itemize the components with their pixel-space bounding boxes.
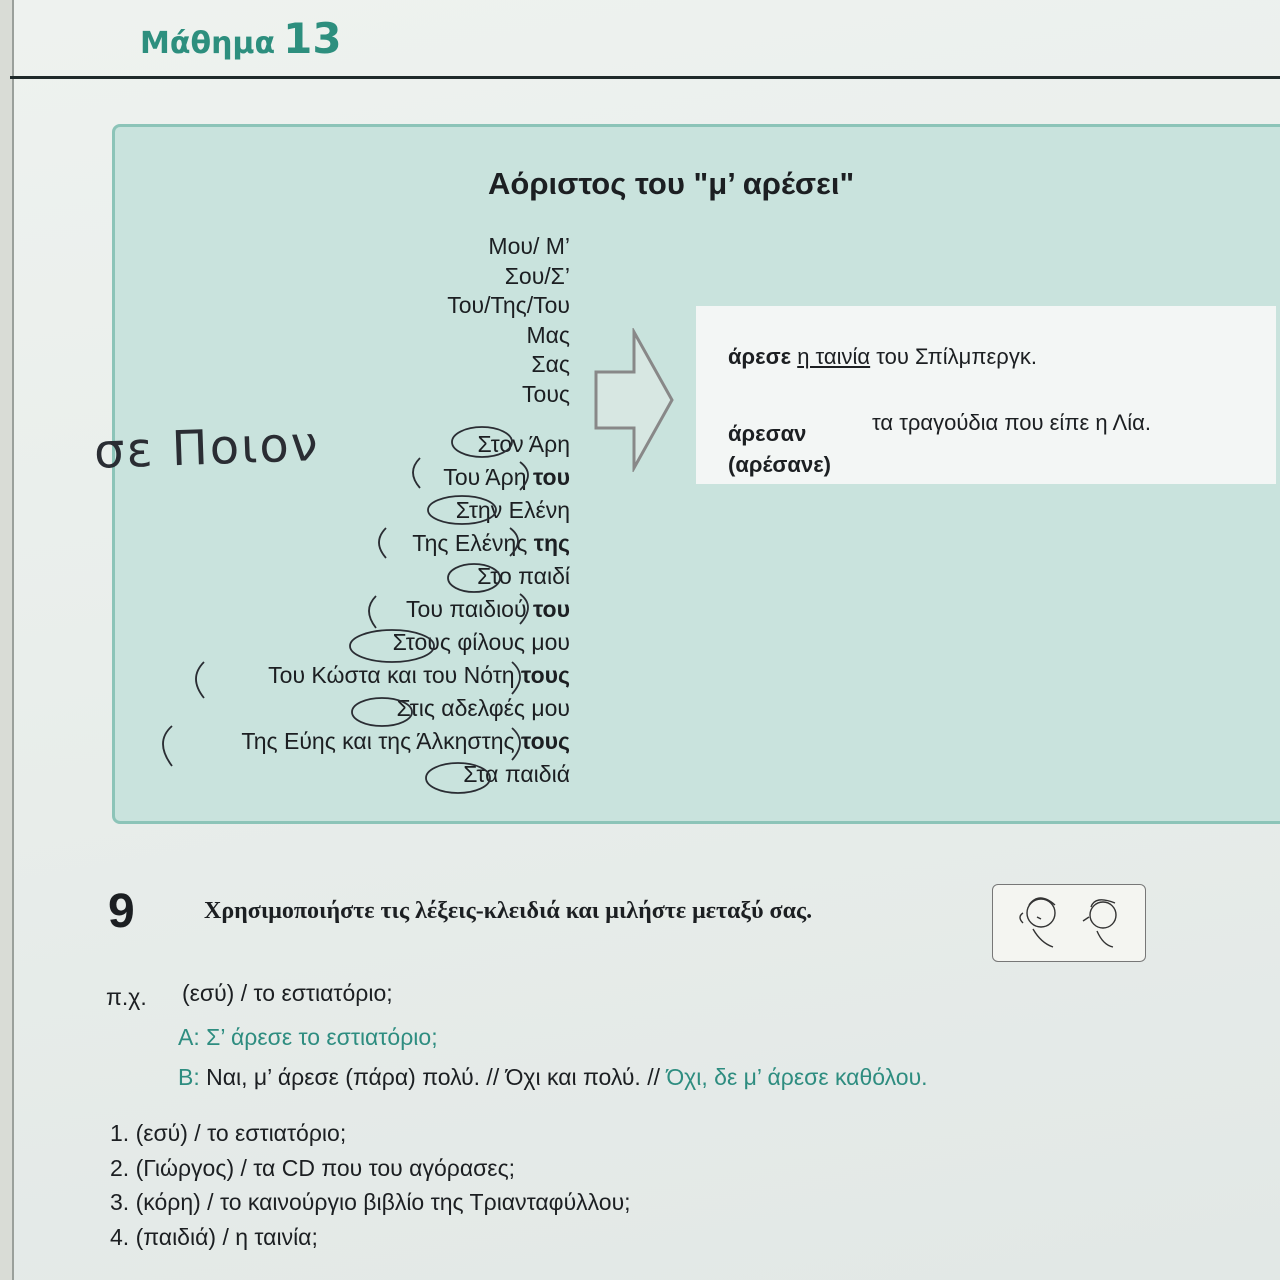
lesson-number: 13 [283, 14, 342, 63]
phrase-item: Της Ελένης της [412, 530, 570, 556]
answer-a: A: Σ’ άρεσε το εστιατόριο; [178, 1024, 438, 1050]
phrase-item: Στο παιδί [477, 563, 570, 589]
phrase-item: Του Άρη του [443, 464, 570, 490]
grammar-box-title: Αόριστος του "μ’ αρέσει" [488, 166, 855, 201]
pronoun-item: Του/Της/Του [447, 292, 570, 318]
pronoun-item: Μας [526, 321, 570, 348]
pronoun-item: Σας [531, 351, 570, 377]
phrase-item: Του Κώστα και του Νότη τους [268, 662, 570, 688]
example-label: π.χ. [106, 984, 147, 1010]
phrase-item: Στην Ελένη [455, 497, 570, 523]
speaking-people-illustration [992, 884, 1146, 962]
phrase-item: Στα παιδιά [463, 761, 570, 787]
handwritten-note: σε Ποιον [93, 416, 321, 480]
example-verbs-2: άρεσαν (αρέσανε) [728, 421, 831, 477]
example-sentence-2: τα τραγούδια που είπε η Λία. [872, 410, 1151, 435]
exercise-items [110, 1120, 631, 1258]
list-item: 4. (παιδιά) / η ταινία; [110, 1223, 318, 1250]
arrow-right-icon [592, 328, 676, 472]
pronoun-item: Μου/ Μ’ [488, 233, 570, 259]
pronoun-item: Σου/Σ’ [504, 262, 570, 289]
example-prompt: (εσύ) / το εστιατόριο; [182, 980, 393, 1006]
phrase-item: Στις αδελφές μου [396, 695, 570, 721]
exercise-instruction: Χρησιμοποιήστε τις λέξεις-κλειδιά και μιλήστε μεταξύ σας. [204, 898, 813, 924]
example-sentence-1: άρεσε η ταινία του Σπίλμπεργκ. [728, 344, 1037, 369]
phrase-item: Στον Άρη [477, 431, 570, 457]
lesson-word: Μάθημα [140, 26, 276, 61]
phrase-item: Στους φίλους μου [392, 629, 570, 655]
answer-b: B: Ναι, μ’ άρεσε (πάρα) πολύ. // Όχι και πολύ. // Όχι, δε μ’ άρεσε καθόλου. [178, 1064, 928, 1090]
pronoun-item: Τους [522, 380, 570, 407]
list-item: 2. (Γιώργος) / τα CD που του αγόρασες; [110, 1154, 516, 1181]
phrase-item: Του παιδιού του [406, 596, 570, 622]
exercise-number: 9 [108, 885, 135, 938]
list-item: 3. (κόρη) / το καινούργιο βιβλίο της Τριανταφύλλου; [110, 1189, 631, 1215]
list-item: 1. (εσύ) / το εστιατόριο; [110, 1120, 347, 1146]
phrase-item: Της Εύης και της Άλκηστης τους [241, 728, 570, 754]
